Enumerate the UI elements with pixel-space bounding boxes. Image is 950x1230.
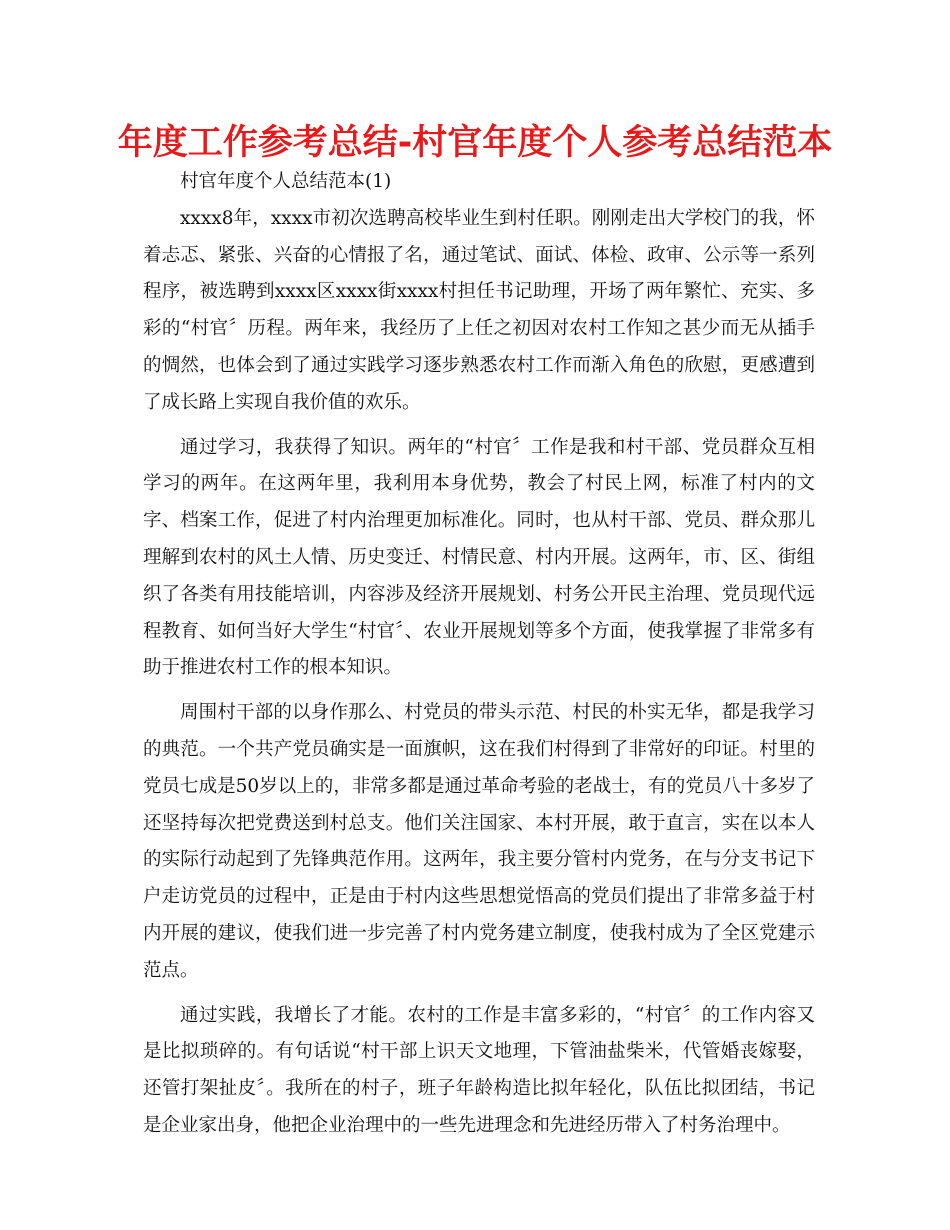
paragraph-4: 通过实践，我增长了才能。农村的工作是丰富多彩的，“村官〞的工作内容又是比拟琐碎的。有句话说“村干部上识天文地理，下管油盐柴米，代管婚丧嫁娶，还管打架扯皮〞。我所在的村子，班子年龄构造比拟年轻化，队伍比拟团结，书记是企业家出身，他把企业治理中的一些先进理念和先进经历带入了村务治理中。: [143, 1004, 815, 1136]
document-title: 年度工作参考总结-村官年度个人参考总结范本: [117, 123, 833, 163]
paragraph-2: 通过学习，我获得了知识。两年的“村官〞工作是我和村干部、党员群众互相学习的两年。在这两年里，我利用本身优势，教会了村民上网，标准了村内的文字、档案工作，促进了村内治理更加标准化。同时，也从村干部、党员、群众那儿理解到农村的风土人情、历史变迁、村情民意、村内开展。这两年，市、区、街组织了各类有用技能培训，内容涉及经济开展规划、村务公开民主治理、党员现代远程教育、如何当好大学生“村官〞、农业开展规划等多个方面，使我掌握了非常多有助于推进农村工作的根本知识。: [143, 436, 815, 679]
paragraph-3: 周围村干部的以身作那么、村党员的带头示范、村民的朴实无华，都是我学习的典范。一个共产党员确实是一面旗帜，这在我们村得到了非常好的印证。村里的党员七成是50岁以上的，非常多都是通过革命考验的老战士，有的党员八十多岁了还坚持每次把党费送到村总支。他们关注国家、本村开展，敢于直言，实在以本人的实际行动起到了先锋典范作用。这两年，我主要分管村内党务，在与分支书记下户走访党员的过程中，正是由于村内这些思想觉悟高的党员们提出了非常多益于村内开展的建议，使我们进一步完善了村内党务建立制度，使我村成为了全区党建示范点。: [143, 702, 815, 981]
document-body: [143, 164, 815, 1145]
document-subtitle: 村官年度个人总结范本(1): [180, 171, 392, 192]
paragraph-1: xxxx8年，xxxx市初次选聘高校毕业生到村任职。刚刚走出大学校门的我，怀着忐忑、紧张、兴奋的心情报了名，通过笔试、面试、体检、政审、公示等一系列程序，被选聘到xxxx区xxxx街xxxx村担任书记助理，开场了两年繁忙、充实、多彩的“村官〞历程。两年来，我经历了上任之初因对农村工作知之甚少而无从插手的惆然，也体会到了通过实践学习逐步熟悉农村工作而渐入角色的欣慰，更感遭到了成长路上实现自我价值的欢乐。: [143, 207, 815, 413]
